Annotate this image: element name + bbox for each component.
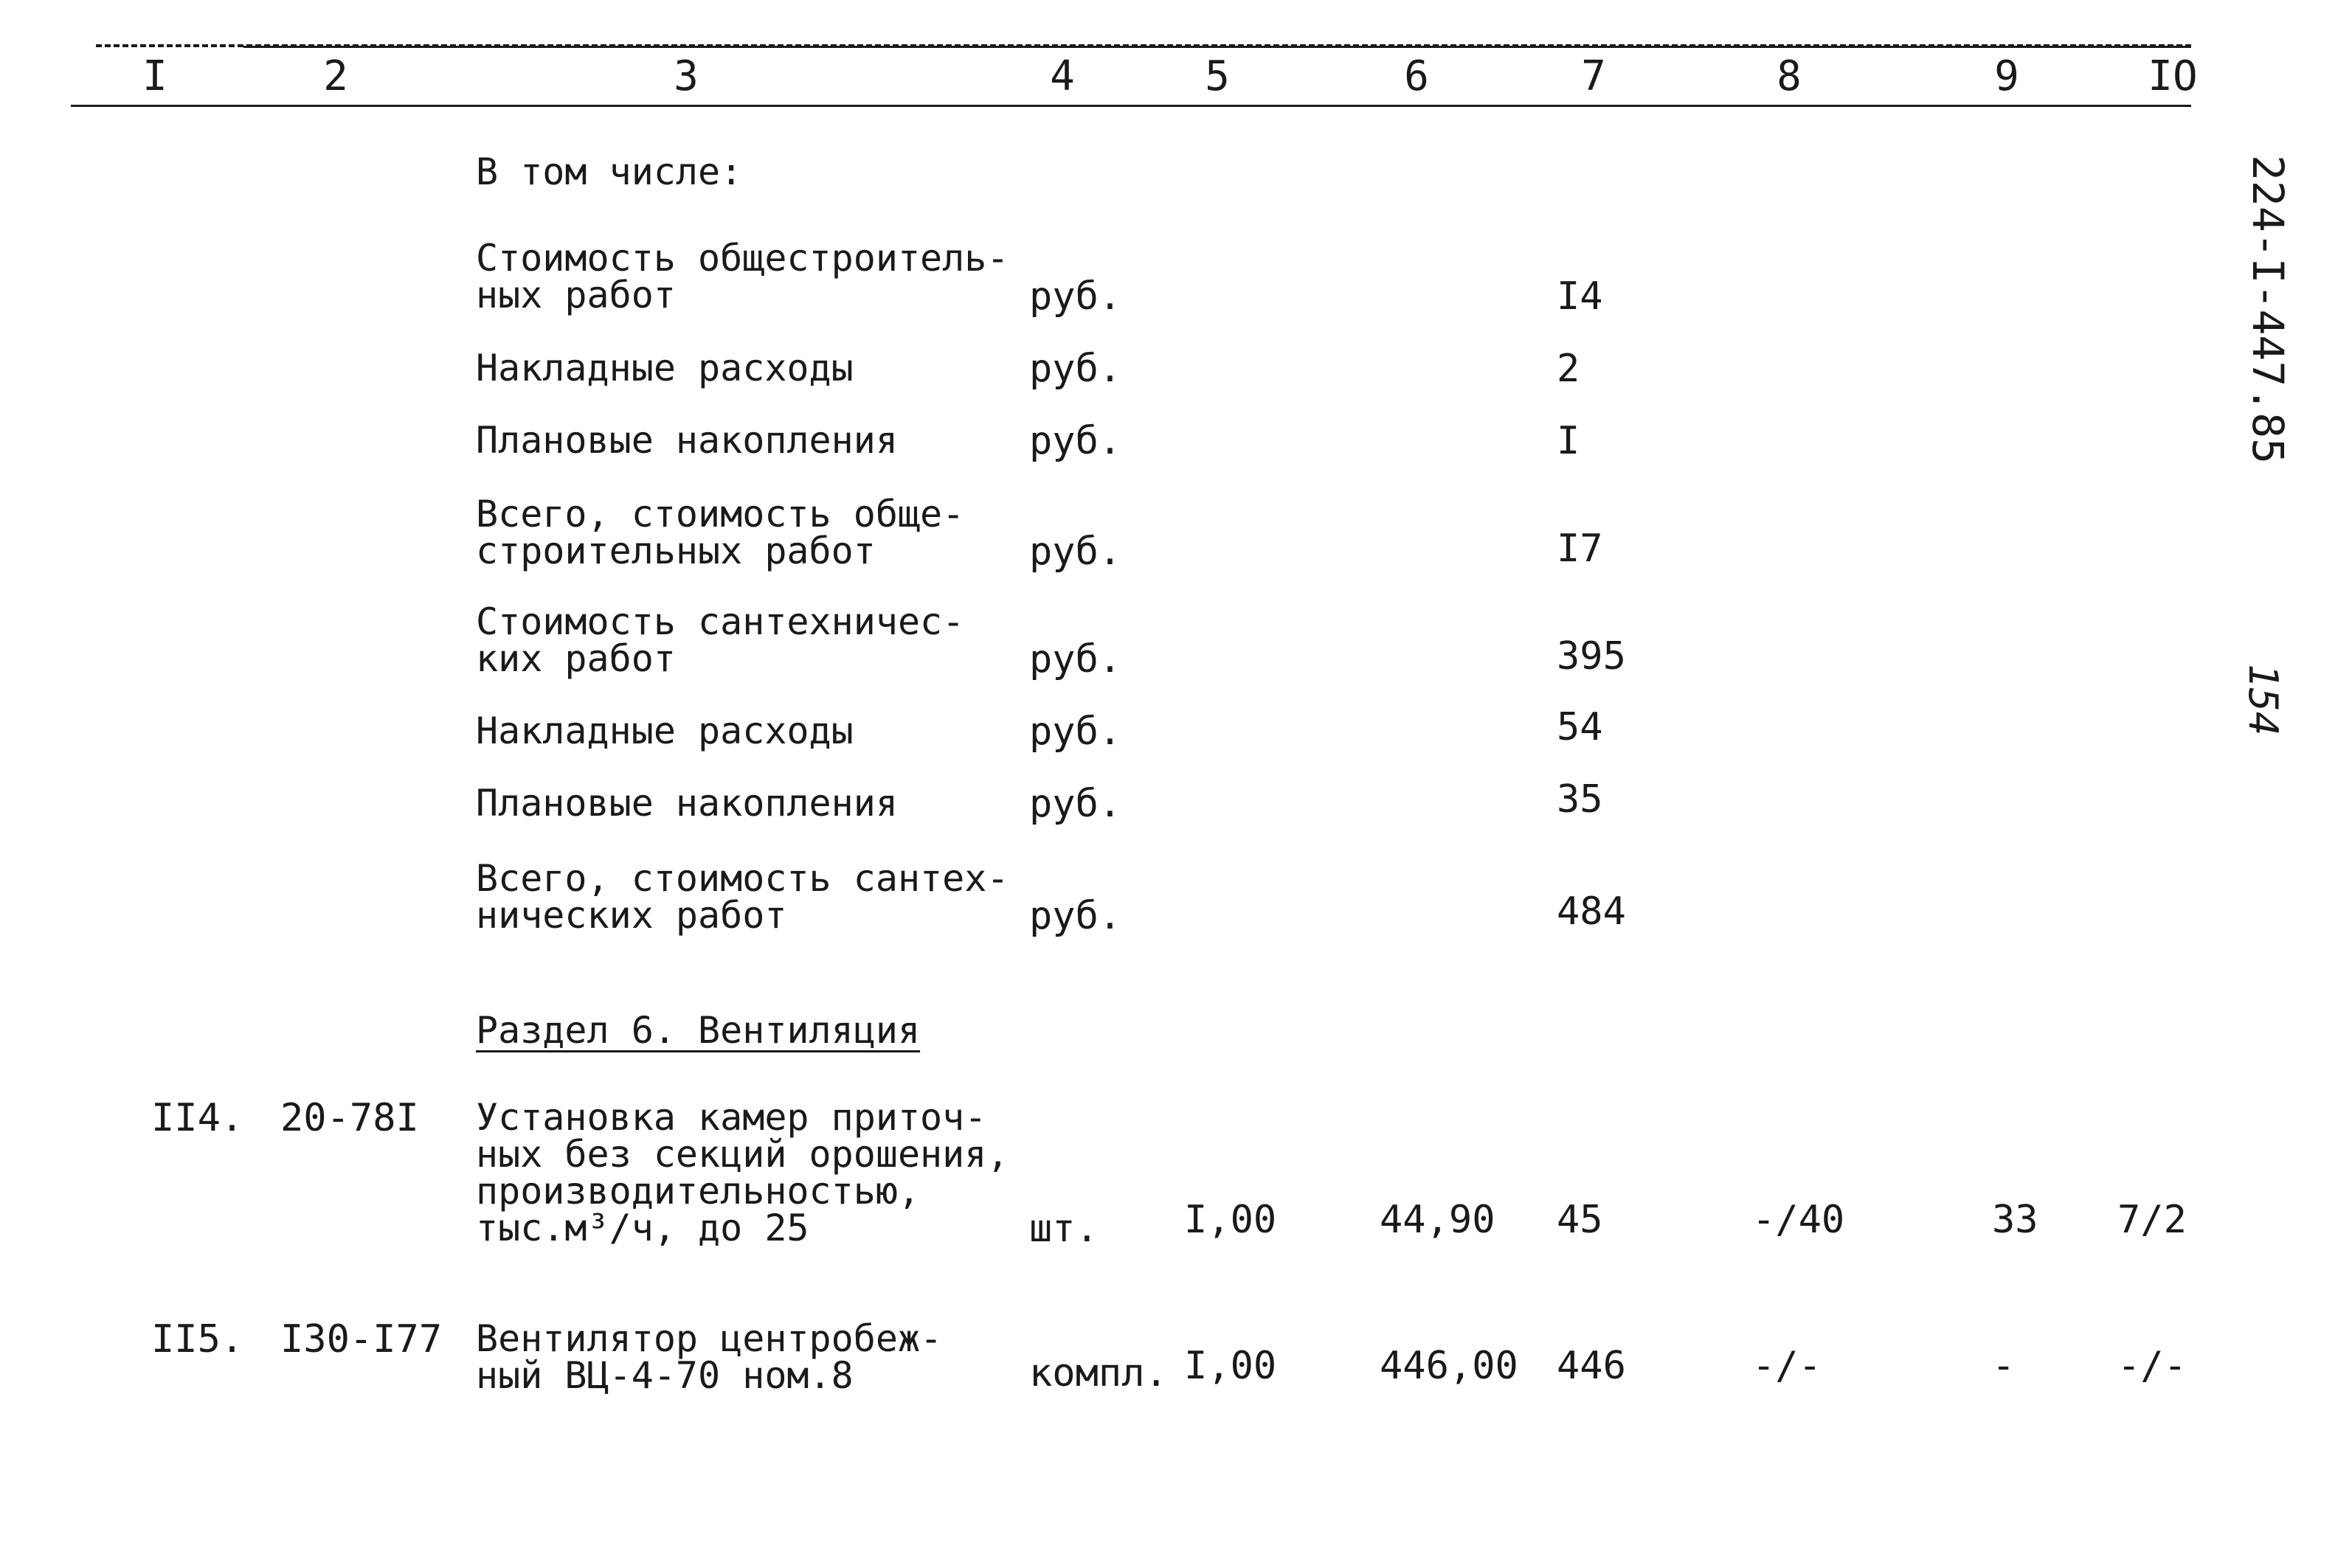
item-2-unit: компл. — [1029, 1351, 1168, 1395]
header-top-rule — [243, 46, 2191, 48]
subtotal-row-8-desc: Всего, стоимость сантех- нических работ — [476, 857, 1009, 937]
item-1-desc: Установка камер приточ- ных без секций орошения, производительностью, тыс.м³/ч, до 25 — [476, 1096, 1009, 1249]
column-header-5: 5 — [1205, 52, 1230, 100]
column-header-10: IO — [2148, 52, 2198, 100]
subtotal-row-5-desc: Стоимость сантехничес- ких работ — [476, 600, 965, 680]
page-number: 154 — [2240, 664, 2286, 736]
item-2-desc: Вентилятор центробеж- ный ВЦ-4-70 ном.8 — [476, 1317, 943, 1397]
subtotal-row-6-unit: руб. — [1029, 710, 1122, 754]
subtotal-row-3-value: I — [1557, 419, 1580, 463]
item-1-col9: 33 — [1992, 1198, 2038, 1242]
subtotal-row-3-desc: Плановые накопления — [476, 419, 898, 462]
item-1-price: 44,90 — [1380, 1198, 1495, 1242]
item-1-unit: шт. — [1029, 1207, 1099, 1251]
subtotal-row-1-unit: руб. — [1029, 274, 1122, 319]
subtotal-row-7-desc: Плановые накопления — [476, 782, 898, 825]
item-2-code: I30-I77 — [280, 1317, 443, 1361]
item-2-number: II5. — [151, 1317, 244, 1361]
subtotal-row-2-value: 2 — [1557, 347, 1580, 391]
subtotal-row-8-value: 484 — [1557, 889, 1626, 934]
subtotal-row-6-desc: Накладные расходы — [476, 710, 854, 752]
column-header-7: 7 — [1581, 52, 1606, 100]
item-2-col10: -/- — [2117, 1344, 2187, 1388]
subtotal-row-7-unit: руб. — [1029, 782, 1122, 826]
subtotal-row-4-unit: руб. — [1029, 530, 1122, 574]
subtotal-row-4-value: I7 — [1557, 527, 1603, 571]
subtotal-row-3-unit: руб. — [1029, 419, 1122, 463]
document-code: 224-I-447.85 — [2243, 155, 2293, 465]
subtotal-row-5-unit: руб. — [1029, 637, 1122, 681]
item-1-code: 20-78I — [280, 1096, 419, 1140]
column-header-3: 3 — [674, 52, 699, 100]
item-2-qty: I,00 — [1184, 1344, 1277, 1388]
item-2-col8: -/- — [1752, 1344, 1822, 1388]
subtotal-row-2-desc: Накладные расходы — [476, 347, 854, 389]
subtotal-row-8-unit: руб. — [1029, 894, 1122, 938]
item-2-total: 446 — [1557, 1344, 1626, 1388]
subtotal-row-1-desc: Стоимость общестроитель- ных работ — [476, 237, 1009, 316]
subtotal-row-4-desc: Всего, стоимость обще- строительных работ — [476, 493, 965, 572]
subtotal-row-6-value: 54 — [1557, 705, 1603, 749]
item-1-qty: I,00 — [1184, 1198, 1277, 1242]
item-1-col10: 7/2 — [2117, 1198, 2187, 1242]
subtotal-row-5-value: 395 — [1557, 634, 1626, 679]
item-1-col8: -/40 — [1752, 1198, 1845, 1242]
column-header-6: 6 — [1404, 52, 1429, 100]
item-1-total: 45 — [1557, 1198, 1603, 1242]
subtotal-row-2-unit: руб. — [1029, 347, 1122, 391]
header-bottom-rule — [71, 105, 2191, 107]
column-header-4: 4 — [1050, 52, 1075, 100]
intro-label: В том числе: — [476, 150, 743, 193]
column-header-9: 9 — [1994, 52, 2019, 100]
item-1-number: II4. — [151, 1096, 244, 1140]
item-2-col9: - — [1992, 1344, 2016, 1388]
subtotal-row-7-value: 35 — [1557, 777, 1603, 822]
section-title: Раздел 6. Вентиляция — [476, 1009, 921, 1052]
subtotal-row-1-value: I4 — [1557, 274, 1603, 319]
column-header-2: 2 — [323, 52, 348, 100]
item-2-price: 446,00 — [1380, 1344, 1518, 1388]
column-header-1: I — [142, 52, 167, 100]
column-header-8: 8 — [1777, 52, 1802, 100]
